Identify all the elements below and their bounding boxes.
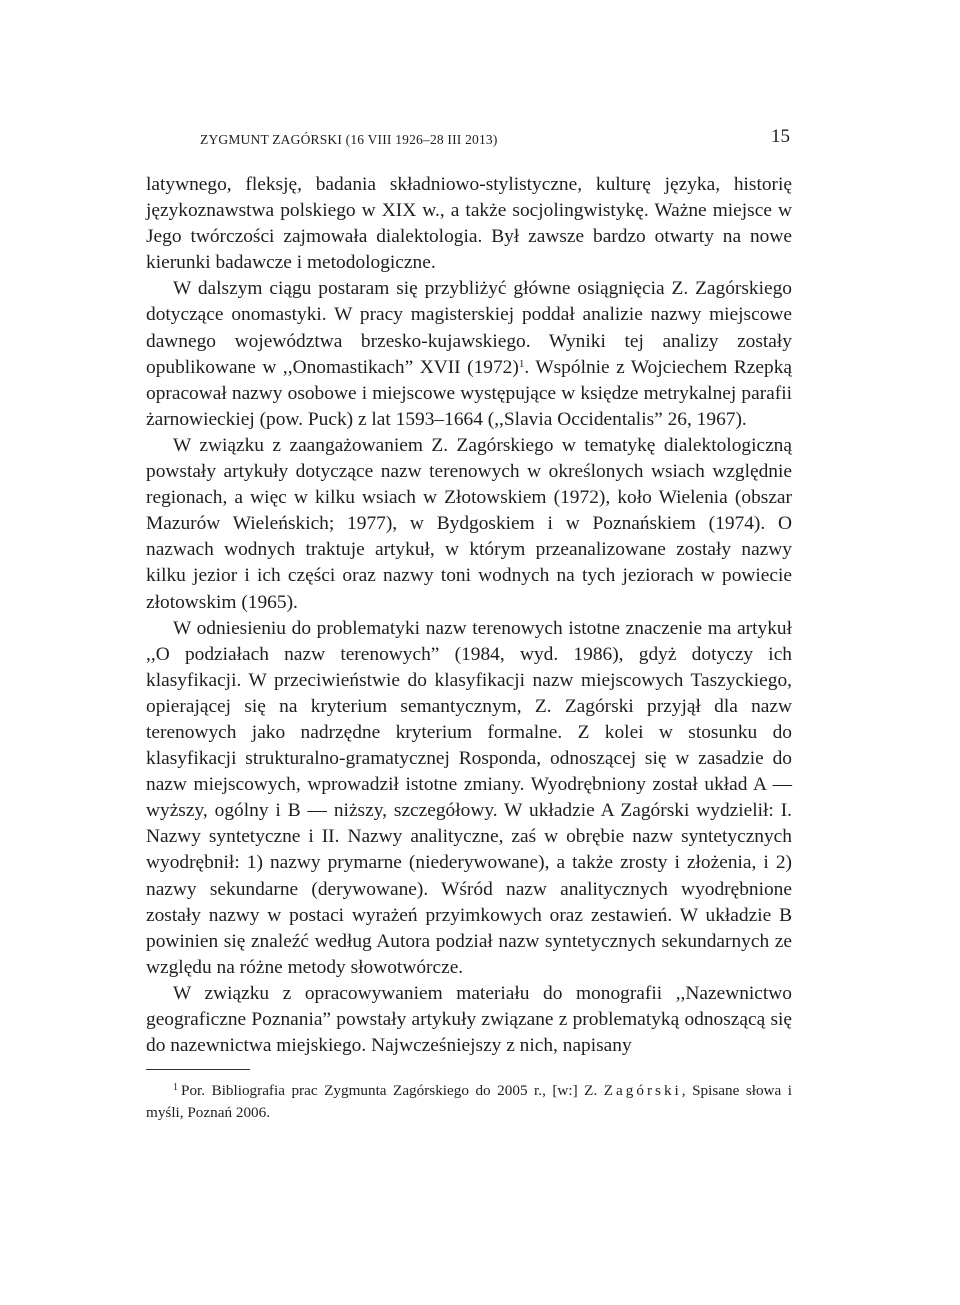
paragraph: W związku z zaangażowaniem Z. Zagórskiego w tematykę dialektologiczną powstały artykuły dotyczące nazw terenowych w określonych wsiach względnie regionach, a więc w kilku wsiach w Złotowskiem (1972), koło Wielenia (obszar Mazurów Wieleńskich; 1977), w Bydgoskiem i w Poznańskiem (1974). O nazwach wodnych traktuje artykuł, w którym przeanalizowane zostały nazwy kilku jezior i ich części oraz nazwy toni wodnych na tych jeziorach w powiecie złotowskim (1965). bbox=[146, 434, 792, 613]
running-header bbox=[146, 120, 792, 160]
footnote-separator bbox=[146, 1069, 250, 1070]
footnote bbox=[146, 1080, 792, 1124]
paragraph: W odniesieniu do problematyki nazw terenowych istotne znaczenie ma artykuł ,,O podziałach nazw terenowych” (1984, wyd. 1986), gdyż dotyczy ich klasyfikacji. W przeciwieństwie do klasyfikacji nazw miejscowych Taszyckiego, opierającej się na kryterium semantycznym, Z. Zagórski przyjął dla nazw terenowych jako nadrzędne kryterium formalne. Z kolei w stosunku do klasyfikacji strukturalno-gramatycznej Rosponda, odnoszącej się w zasadzie do nazw miejscowych, wprowadził istotne zmiany. Wyodrębniony został układ A — wyższy, ogólny i B — niższy, szczegółowy. W układzie A Zagórski wydzielił: I. Nazwy syntetyczne i II. Nazwy analityczne, zaś w obrębie nazw syntetycznych wyodrębnił: 1) nazwy prymarne (niederywowane), a także zrosty i złożenia, i 2) nazwy sekundarne (derywowane). Wśród nazw analitycznych wyodrębnione zostały nazwy w postaci wyrażeń przyimkowych oraz zestawień. W układzie B powinien się znaleźć według Autora podział nazw syntetycznych sekundarnych ze względu na różne metody słowotwórcze. bbox=[146, 617, 792, 978]
footnote-text: , Spisane słowa i myśli, Poznań 2006. bbox=[146, 1082, 792, 1122]
page-content bbox=[146, 120, 792, 1124]
footnote-mark: 1 bbox=[173, 1082, 178, 1094]
footnote-reference: 1 bbox=[518, 357, 525, 370]
footnote-author: Zagórski bbox=[603, 1082, 682, 1100]
paragraph bbox=[146, 276, 792, 433]
paragraph-text: W dalszym ciągu postaram się przybliżyć główne osiągnięcia Z. Zagórskiego dotyczące onomastyki. W pracy magisterskiej poddał analizie nazwy miejscowe dawnego województwa brzesko-kujawskiego. Wyniki tej analizy zostały opublikowane w ,,Onomastikach” XVII (1972) bbox=[146, 278, 792, 378]
paragraph: W związku z opracowywaniem materiału do monografii ,,Nazewnictwo geograficzne Poznania” powstały artykuły związane z problematyką odnoszącą się do nazewnictwa miejskiego. Najwcześniejszy z nich, napisany bbox=[146, 982, 792, 1057]
running-title: ZYGMUNT ZAGÓRSKI (16 VIII 1926–28 III 2013) bbox=[200, 132, 498, 147]
footnote-text: Por. Bibliografia prac Zygmunta Zagórskiego do 2005 r., [w:] Z. bbox=[181, 1082, 604, 1100]
paragraph: latywnego, fleksję, badania składniowo-stylistyczne, kulturę języka, historię językoznawstwa polskiego w XIX w., a także socjolingwistykę. Ważne miejsce w Jego twórczości zajmowała dialektologia. Był zawsze bardzo otwarty na nowe kierunki badawcze i metodologiczne. bbox=[146, 174, 792, 274]
paragraph-text: . Wspólnie z Wojciechem Rzepką opracował nazwy osobowe i miejscowe występujące w księdze metrykalnej parafii żarnowieckiej (pow. Puck) z lat 1593–1664 (,,Slavia Occidentalis” 26, 1967). bbox=[146, 356, 792, 430]
footnotes bbox=[146, 1080, 792, 1124]
body-text bbox=[146, 172, 792, 1059]
page-number: 15 bbox=[771, 126, 790, 147]
